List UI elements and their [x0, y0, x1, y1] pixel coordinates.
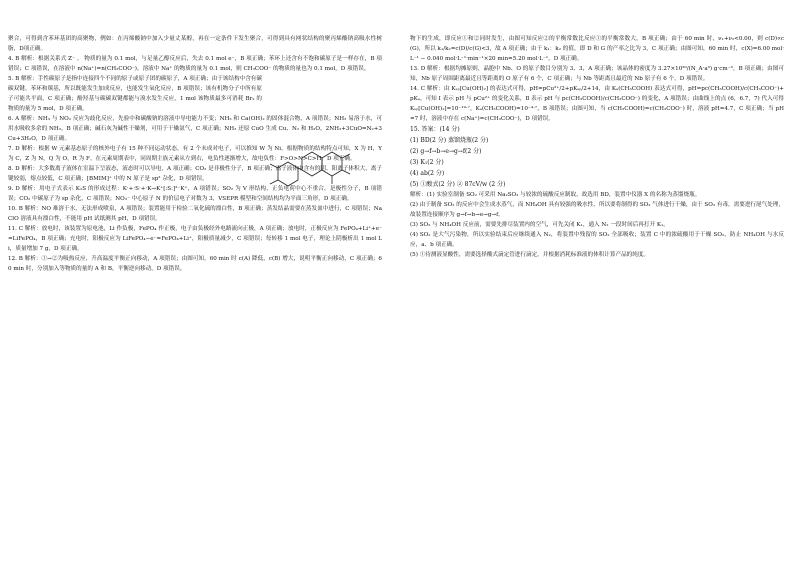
ring-b: [278, 162, 298, 186]
ring-a: [302, 152, 322, 176]
answer-14: 14. C 解析：由 Kₛₚ[Cu(OH)₂] 的表达式可得，pH=pCu²⁺/2+pKₛₚ/2+14，由 Kₐ(CH₃COOH) 表达式可得，pH=pc(CH₃COOH)/c(CH₃COO⁻)+pKₐ，可知 I 表示 pH 与 pCu²⁺ 的变化关系，Ⅱ 表示 pH 与 pc(CH₃COOH)/c(CH₃COO⁻) 的变化，A 项错误；由曲线上的点 (6，6.7，7) 代入可得 Kₛₚ[Cu(OH)₂]=10⁻¹⁹·⁷，Kₐ(CH₃COOH)=10⁻⁴·⁷，B 项错误；由图可知，当 c(CH₃COOH)=c(CH₃COO⁻) 时，溶液 pH=4.7，C 项正确；当 pH=7 时，溶液中存在 c(Na⁺)=c(CH₃COO⁻)，D 项错误。: [410, 86, 784, 122]
answer-15-part5: (5) ①酸式(2 分) ② 87cV/w (2 分): [410, 181, 506, 188]
answer-10: 10. B 解析：NO 难溶于水，无法形成喷泉，A 项错误；装置能用于检验二氧化硫的漂白性，B 项正确；蒸发结晶需要在蒸发皿中进行，C 项错误；NaClO 溶液具有漂白性，不能用 pH 试纸测其 pH，D 项错误。: [8, 206, 382, 222]
answer-9: 9. D 解析：用电子式表示 K₂S 的形成过程：K·+·S·+·K→K⁺[:S:]²⁻K⁺，A 项错误；SO₂ 为 V 形结构，正负电荷中心不重合，是极性分子，B 项错误；CO₂ 中碳原子为 sp 杂化，C 项错误；NO₃⁻ 中心原子 N 的价层电子对数为 3，VSEPR 模型和空间结构均为平面三角形，D 项正确。: [8, 186, 382, 202]
answer-13: 13. D 解析：根据均摊原则，晶胞中 Nb、O 的原子数目分别为 3、3，A 项正确；该晶体的密度为 3.27×10³⁰/(N_A·a³) g·cm⁻³，B 项正确；由图可知，Nb 原子周围距离最近且等距离的 O 原子有 6 个，C 项正确；与 Nb 等距离且最近的 Nb 原子有 6 个，D 项错误。: [410, 66, 784, 82]
answer-5: 5. B 解析：手性碳原子是指中连接四个不同的原子或原子团的碳原子，A 项正确；由于该结构中含有碳碳双键、苯环和羰基，所以既能发生加成反应，也能发生氧化反应，B 项错误；该有机物分子中所有原子可能共平面，C 项正确；酚羟基与碳碳双键都能与溴水发生反应，1 mol 该物质最多可消耗 Br₂ 的物质的量为 5 mol，D 项正确。: [8, 76, 262, 112]
answer-7: 7. D 解析：根据 W 元素基态原子的核外电子有 15 种不同运动状态，有 2 个未成对电子，可以推知 W 为 Ni，根据物质的结构特点可知，X 为 H，Y 为 C，Z 为 N，Q 为 O，R 为 F。在元素周期表中，同周期主族元素从左到右，电负性逐渐增大，故电负性：F>O>N>C>H，D 项正确。: [8, 146, 382, 162]
right-column: [410, 34, 784, 260]
paragraph: 聚合，可得到含苯环基团的高聚物，例如：在丙烯酸钠中加入少量丈某醇，再在一定条件下发生聚合，可得到具有网状结构的聚丙烯酸钠高吸水性树脂，D项正确。: [8, 36, 382, 52]
answer-15-part1: (1) BD(2 分) 蒸馏烧瓶(2 分): [410, 137, 489, 144]
molecule-structure: [250, 146, 370, 198]
answer-11: 11. C 解析：放电时，该装置为原电池，Li 作负极，FePO₄ 作正极，电子由负极经外电路流向正极，A 项正确；放电时，正极反应为 FePO₄+Li⁺+e⁻=LiFePO₄，B 项正确；充电时，阳极反应为 LiFePO₄−e⁻=FePO₄+Li⁺，阳极质量减少，C 项错误；每转移 1 mol 电子，理论上阴极析出 1 mol Li，质量增加 7 g，D 项正确。: [8, 226, 382, 252]
answer-15-part3: (3) K₁(2 分): [410, 159, 444, 166]
answer-12-continued: 物下的生成，即反应①和②同时发生，由图可知反应②的平衡常数比反应①的平衡常数大，B 项正确；由于 60 min 时，ν₁+ν₂<0.00，则 c(D)∝c(G)，所以 k₁/k₂=c(D)/c(G)<3，故 A 项正确；由于 k₁：k₂ 的值，即 D 和 G 的产率之比为 3，C 项正确；由图可知，60 min 时，c(X)=6.00 mol·L⁻¹ − 0.040 mol·L⁻¹·min⁻¹×20 min=5.20 mol·L⁻¹，D 项正确。: [410, 36, 784, 62]
ring-c: [322, 152, 342, 176]
answer-8: 8. D 解析：大多数离子液体在室温下呈液态，液态时可以导电，A 项正确；CO₂ 是非极性分子，B 项正确；离子液体中含有的阴、阳离子体积大，离子键较弱，熔点较低，C 项正确；[BMIM]⁺ 中的 N 原子是 sp² 杂化，D 项错误。: [8, 166, 382, 182]
explanation-4: (4) SO₂ 是大气污染物，所以实验结束后应继续通入 N₂，将装置中残留的 SO₂ 全部吸收；装置 C 中的浓硫酸用于干燥 SO₂，防止 NH₄OH 与水反应，a、b 项正确。: [410, 232, 784, 248]
answer-12: 12. B 解析：①→②为吸热反应，升高温度平衡正向移动，A 项错误；由图可知，60 min 时 c(A) 降低，c(B) 增大，说明平衡正向移动，C 项正确；60 min 时，分别加入等物质的量的 A 和 B，平衡逆向移动，D 项错误。: [8, 256, 382, 272]
answer-6: 6. A 解析：NH₃ 与 NO₂ 反应为歧化反应，先验中和碳酸钠的溶液中导电能力不变；NH₃ 和 Ca(OH)₂ 的固体混合物，A 项错误；NH₃ 易溶于水，可用水吸收多余的 NH₃，B 项正确；碱石灰为碱性干燥剂，可用于干燥氨气，C 项正确；NH₃ 还原 CuO 生成 Cu、N₂ 和 H₂O，2NH₃+3CuO=N₂+3Cu+3H₂O，D 项正确。: [8, 116, 382, 142]
answer-15-part4: (4) ab(2 分): [410, 170, 445, 177]
flavonoid-structure-diagram: [250, 146, 370, 198]
answer-15-title: 15. 答案：(14 分): [410, 126, 460, 133]
answer-15-part2: (2) g→f→b→e→g→f(2 分): [410, 148, 482, 155]
explanation-2: (2) 由于制备 SO₂ 的反应中会生成水蒸气，而 NH₄OH 具有较强的吸水性，所以要将制得的 SO₂ 气体进行干燥，由于 SO₂ 有毒，需要进行尾气处理，故装置连接顺序为 g→f→b→e→g→f。: [410, 202, 784, 218]
explanation-3: (3) SO₂ 与 NH₄OH 反应前，需要先排尽装置内的空气，可先关闭 K₁，通入 N₂ 一段时间后再打开 K₁。: [410, 222, 669, 228]
explanation-1: 解析：(1) 实验室制备 SO₂ 可采用 Na₂SO₃ 与较浓的硫酸反应制取，故选用 BD，装置中仪器 X 的名称为蒸馏烧瓶。: [410, 192, 701, 198]
answer-4: 4. B 解析：根据关系式 Z⁻ 。 物质的量为 0.1 mol，与足量乙醇反应后，失去 0.1 mol e⁻，B 项正确；苯环上还含有不饱和碳原子是一样存在，B 项错误；C 项错误，在溶液中 n(Na⁺)=n(CH₃COO⁻)，溶液中 Na⁺ 的物质的量为 0.1 mol，则 CH₃COO⁻ 的物质的量也为 0.1 mol，D 项错误。: [8, 56, 382, 72]
explanation-5: (5) ①待测液显酸性，需要选择酸式滴定管进行滴定，并根据消耗标准液的体积计算产品的纯度。: [410, 252, 650, 258]
